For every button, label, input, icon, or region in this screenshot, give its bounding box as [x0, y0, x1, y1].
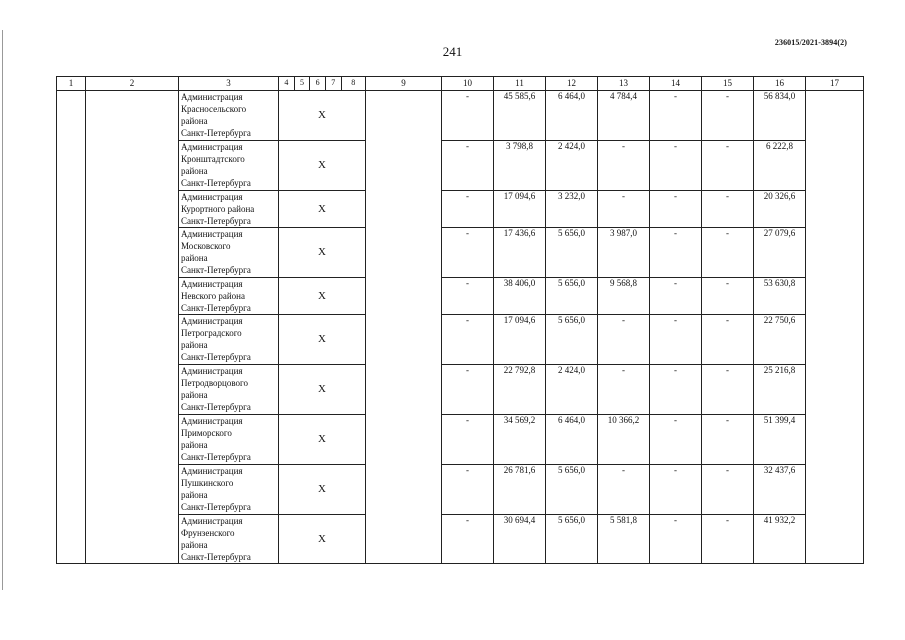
cell-col-14: -	[650, 228, 702, 278]
cell-col-14: -	[650, 91, 702, 141]
cell-x-mark: Х	[279, 415, 366, 465]
organization-name-line: Пушкинского	[181, 478, 234, 488]
cell-col-13: -	[598, 141, 650, 191]
organization-name-line: Администрация	[181, 192, 243, 202]
organization-name-line: Санкт-Петербурга	[181, 265, 251, 275]
cell-col-11: 22 792,8	[494, 365, 546, 415]
cell-col-13: 4 784,4	[598, 91, 650, 141]
cell-x-mark: Х	[279, 465, 366, 515]
col-header-7: 7	[326, 77, 342, 90]
cell-col-15: -	[702, 228, 754, 278]
table-row	[57, 278, 864, 315]
cell-col-13: 10 366,2	[598, 415, 650, 465]
cell-col-11: 17 094,6	[494, 315, 546, 365]
organization-name-line: Кронштадтского	[181, 154, 245, 164]
cell-col-12: 5 656,0	[546, 465, 598, 515]
organization-name-line: Санкт-Петербурга	[181, 502, 251, 512]
organization-name-line: Санкт-Петербурга	[181, 452, 251, 462]
col-header-9: 9	[366, 77, 442, 91]
cell-col-12: 5 656,0	[546, 315, 598, 365]
cell-col-16: 53 630,8	[754, 278, 806, 315]
organization-name-line: района	[181, 540, 208, 550]
organization-name-line: Курортного района	[181, 204, 255, 214]
organization-name-line: Петроградского	[181, 328, 242, 338]
table-body	[57, 91, 864, 564]
organization-name	[179, 515, 279, 564]
col-header-14: 14	[650, 77, 702, 91]
organization-name	[179, 465, 279, 515]
organization-name-line: Петродворцового	[181, 378, 249, 388]
cell-col-11: 3 798,8	[494, 141, 546, 191]
cell-col-10: -	[442, 278, 494, 315]
cell-x-mark: Х	[279, 191, 366, 228]
table-row	[57, 515, 864, 564]
scan-edge-line	[2, 30, 3, 590]
table-row	[57, 141, 864, 191]
cell-x-mark: Х	[279, 278, 366, 315]
organization-name-line: Администрация	[181, 366, 243, 376]
cell-col-13: 5 581,8	[598, 515, 650, 564]
col-header-2: 2	[86, 77, 179, 91]
cell-col-15: -	[702, 465, 754, 515]
organization-name-line: Фрунзенского	[181, 528, 235, 538]
cell-col-10: -	[442, 365, 494, 415]
organization-name-line: Санкт-Петербурга	[181, 352, 251, 362]
cell-x-mark: Х	[279, 515, 366, 564]
cell-col-14: -	[650, 141, 702, 191]
cell-col-12: 2 424,0	[546, 365, 598, 415]
cell-col-14: -	[650, 515, 702, 564]
organization-name-line: Санкт-Петербурга	[181, 128, 251, 138]
cell-col-16: 6 222,8	[754, 141, 806, 191]
col-header-6: 6	[310, 77, 326, 90]
col-header-10: 10	[442, 77, 494, 91]
organization-name-line: Администрация	[181, 142, 243, 152]
organization-name-line: района	[181, 490, 208, 500]
organization-name	[179, 191, 279, 228]
cell-col-14: -	[650, 191, 702, 228]
cell-col-10: -	[442, 141, 494, 191]
organization-name-line: Администрация	[181, 316, 243, 326]
cell-col-16: 22 750,6	[754, 315, 806, 365]
table-row	[57, 365, 864, 415]
cell-col-9-merged	[366, 91, 442, 564]
cell-col-10: -	[442, 315, 494, 365]
cell-col-10: -	[442, 191, 494, 228]
col-header-1: 1	[57, 77, 86, 91]
cell-col-13: 9 568,8	[598, 278, 650, 315]
cell-col-14: -	[650, 315, 702, 365]
organization-name	[179, 415, 279, 465]
cell-col-13: -	[598, 365, 650, 415]
cell-col-10: -	[442, 415, 494, 465]
organization-name-line: района	[181, 166, 208, 176]
organization-name-line: района	[181, 340, 208, 350]
col-header-12: 12	[546, 77, 598, 91]
table-row	[57, 415, 864, 465]
organization-name-line: Администрация	[181, 229, 243, 239]
budget-table	[56, 76, 864, 564]
organization-name-line: района	[181, 116, 208, 126]
organization-name-line: Санкт-Петербурга	[181, 303, 251, 313]
organization-name-line: Приморского	[181, 428, 232, 438]
cell-col-12: 6 464,0	[546, 415, 598, 465]
organization-name-line: района	[181, 440, 208, 450]
cell-col-13: -	[598, 315, 650, 365]
col-header-5: 5	[295, 77, 311, 90]
cell-col-11: 30 694,4	[494, 515, 546, 564]
organization-name	[179, 315, 279, 365]
organization-name-line: Санкт-Петербурга	[181, 402, 251, 412]
cell-col-15: -	[702, 365, 754, 415]
cell-col-14: -	[650, 415, 702, 465]
organization-name-line: Московского	[181, 241, 231, 251]
cell-col-11: 17 094,6	[494, 191, 546, 228]
organization-name-line: Санкт-Петербурга	[181, 216, 251, 226]
organization-name	[179, 365, 279, 415]
cell-col-16: 27 079,6	[754, 228, 806, 278]
organization-name	[179, 141, 279, 191]
cell-col-11: 38 406,0	[494, 278, 546, 315]
cell-col-14: -	[650, 465, 702, 515]
col-header-16: 16	[754, 77, 806, 91]
organization-name	[179, 91, 279, 141]
cell-col-15: -	[702, 515, 754, 564]
organization-name-line: района	[181, 390, 208, 400]
organization-name-line: Администрация	[181, 92, 243, 102]
organization-name-line: Администрация	[181, 279, 243, 289]
cell-col-12: 5 656,0	[546, 515, 598, 564]
cell-col-12: 3 232,0	[546, 191, 598, 228]
table-row	[57, 465, 864, 515]
cell-col-16: 51 399,4	[754, 415, 806, 465]
cell-x-mark: Х	[279, 228, 366, 278]
cell-x-mark: Х	[279, 365, 366, 415]
organization-name-line: Санкт-Петербурга	[181, 178, 251, 188]
cell-col-12: 5 656,0	[546, 228, 598, 278]
cell-col-15: -	[702, 141, 754, 191]
cell-x-mark: Х	[279, 315, 366, 365]
cell-col-16: 41 932,2	[754, 515, 806, 564]
cell-col-11: 17 436,6	[494, 228, 546, 278]
cell-col-16: 20 326,6	[754, 191, 806, 228]
table-row	[57, 91, 864, 141]
table-row	[57, 228, 864, 278]
cell-col-12: 6 464,0	[546, 91, 598, 141]
cell-col-13: 3 987,0	[598, 228, 650, 278]
cell-col-15: -	[702, 91, 754, 141]
col-header-11: 11	[494, 77, 546, 91]
page-number: 241	[442, 44, 463, 59]
organization-name-line: района	[181, 253, 208, 263]
col-header-4: 4	[279, 77, 295, 90]
cell-col-15: -	[702, 278, 754, 315]
organization-name	[179, 278, 279, 315]
organization-name-line: Санкт-Петербурга	[181, 552, 251, 562]
cell-col-10: -	[442, 465, 494, 515]
cell-col-10: -	[442, 515, 494, 564]
cell-col-15: -	[702, 415, 754, 465]
table-row	[57, 191, 864, 228]
organization-name-line: Администрация	[181, 466, 243, 476]
cell-x-mark: Х	[279, 141, 366, 191]
document-id: 236015/2021-3894(2)	[774, 38, 847, 47]
cell-col-13: -	[598, 465, 650, 515]
cell-col-16: 32 437,6	[754, 465, 806, 515]
cell-col-2-merged	[86, 91, 179, 564]
cell-col-17-merged	[806, 91, 864, 564]
organization-name-line: Администрация	[181, 516, 243, 526]
cell-col-11: 26 781,6	[494, 465, 546, 515]
organization-name-line: Красносельского	[181, 104, 247, 114]
col-header-8: 8	[351, 78, 356, 87]
cell-x-mark: Х	[279, 91, 366, 141]
cell-col-14: -	[650, 278, 702, 315]
organization-name-line: Администрация	[181, 416, 243, 426]
cell-col-10: -	[442, 228, 494, 278]
cell-col-16: 56 834,0	[754, 91, 806, 141]
cell-col-15: -	[702, 315, 754, 365]
cell-col-15: -	[702, 191, 754, 228]
cell-col-10: -	[442, 91, 494, 141]
cell-col-12: 2 424,0	[546, 141, 598, 191]
cell-col-14: -	[650, 365, 702, 415]
organization-name	[179, 228, 279, 278]
col-header-17: 17	[806, 77, 864, 91]
cell-col-13: -	[598, 191, 650, 228]
cell-col-11: 45 585,6	[494, 91, 546, 141]
table-row	[57, 315, 864, 365]
cell-col-12: 5 656,0	[546, 278, 598, 315]
cell-col-11: 34 569,2	[494, 415, 546, 465]
cell-col-1-merged	[57, 91, 86, 564]
organization-name-line: Невского района	[181, 291, 245, 301]
header-row	[57, 77, 864, 91]
col-header-4-8	[279, 77, 366, 91]
col-header-15: 15	[702, 77, 754, 91]
col-header-3: 3	[179, 77, 279, 91]
col-header-13: 13	[598, 77, 650, 91]
cell-col-16: 25 216,8	[754, 365, 806, 415]
